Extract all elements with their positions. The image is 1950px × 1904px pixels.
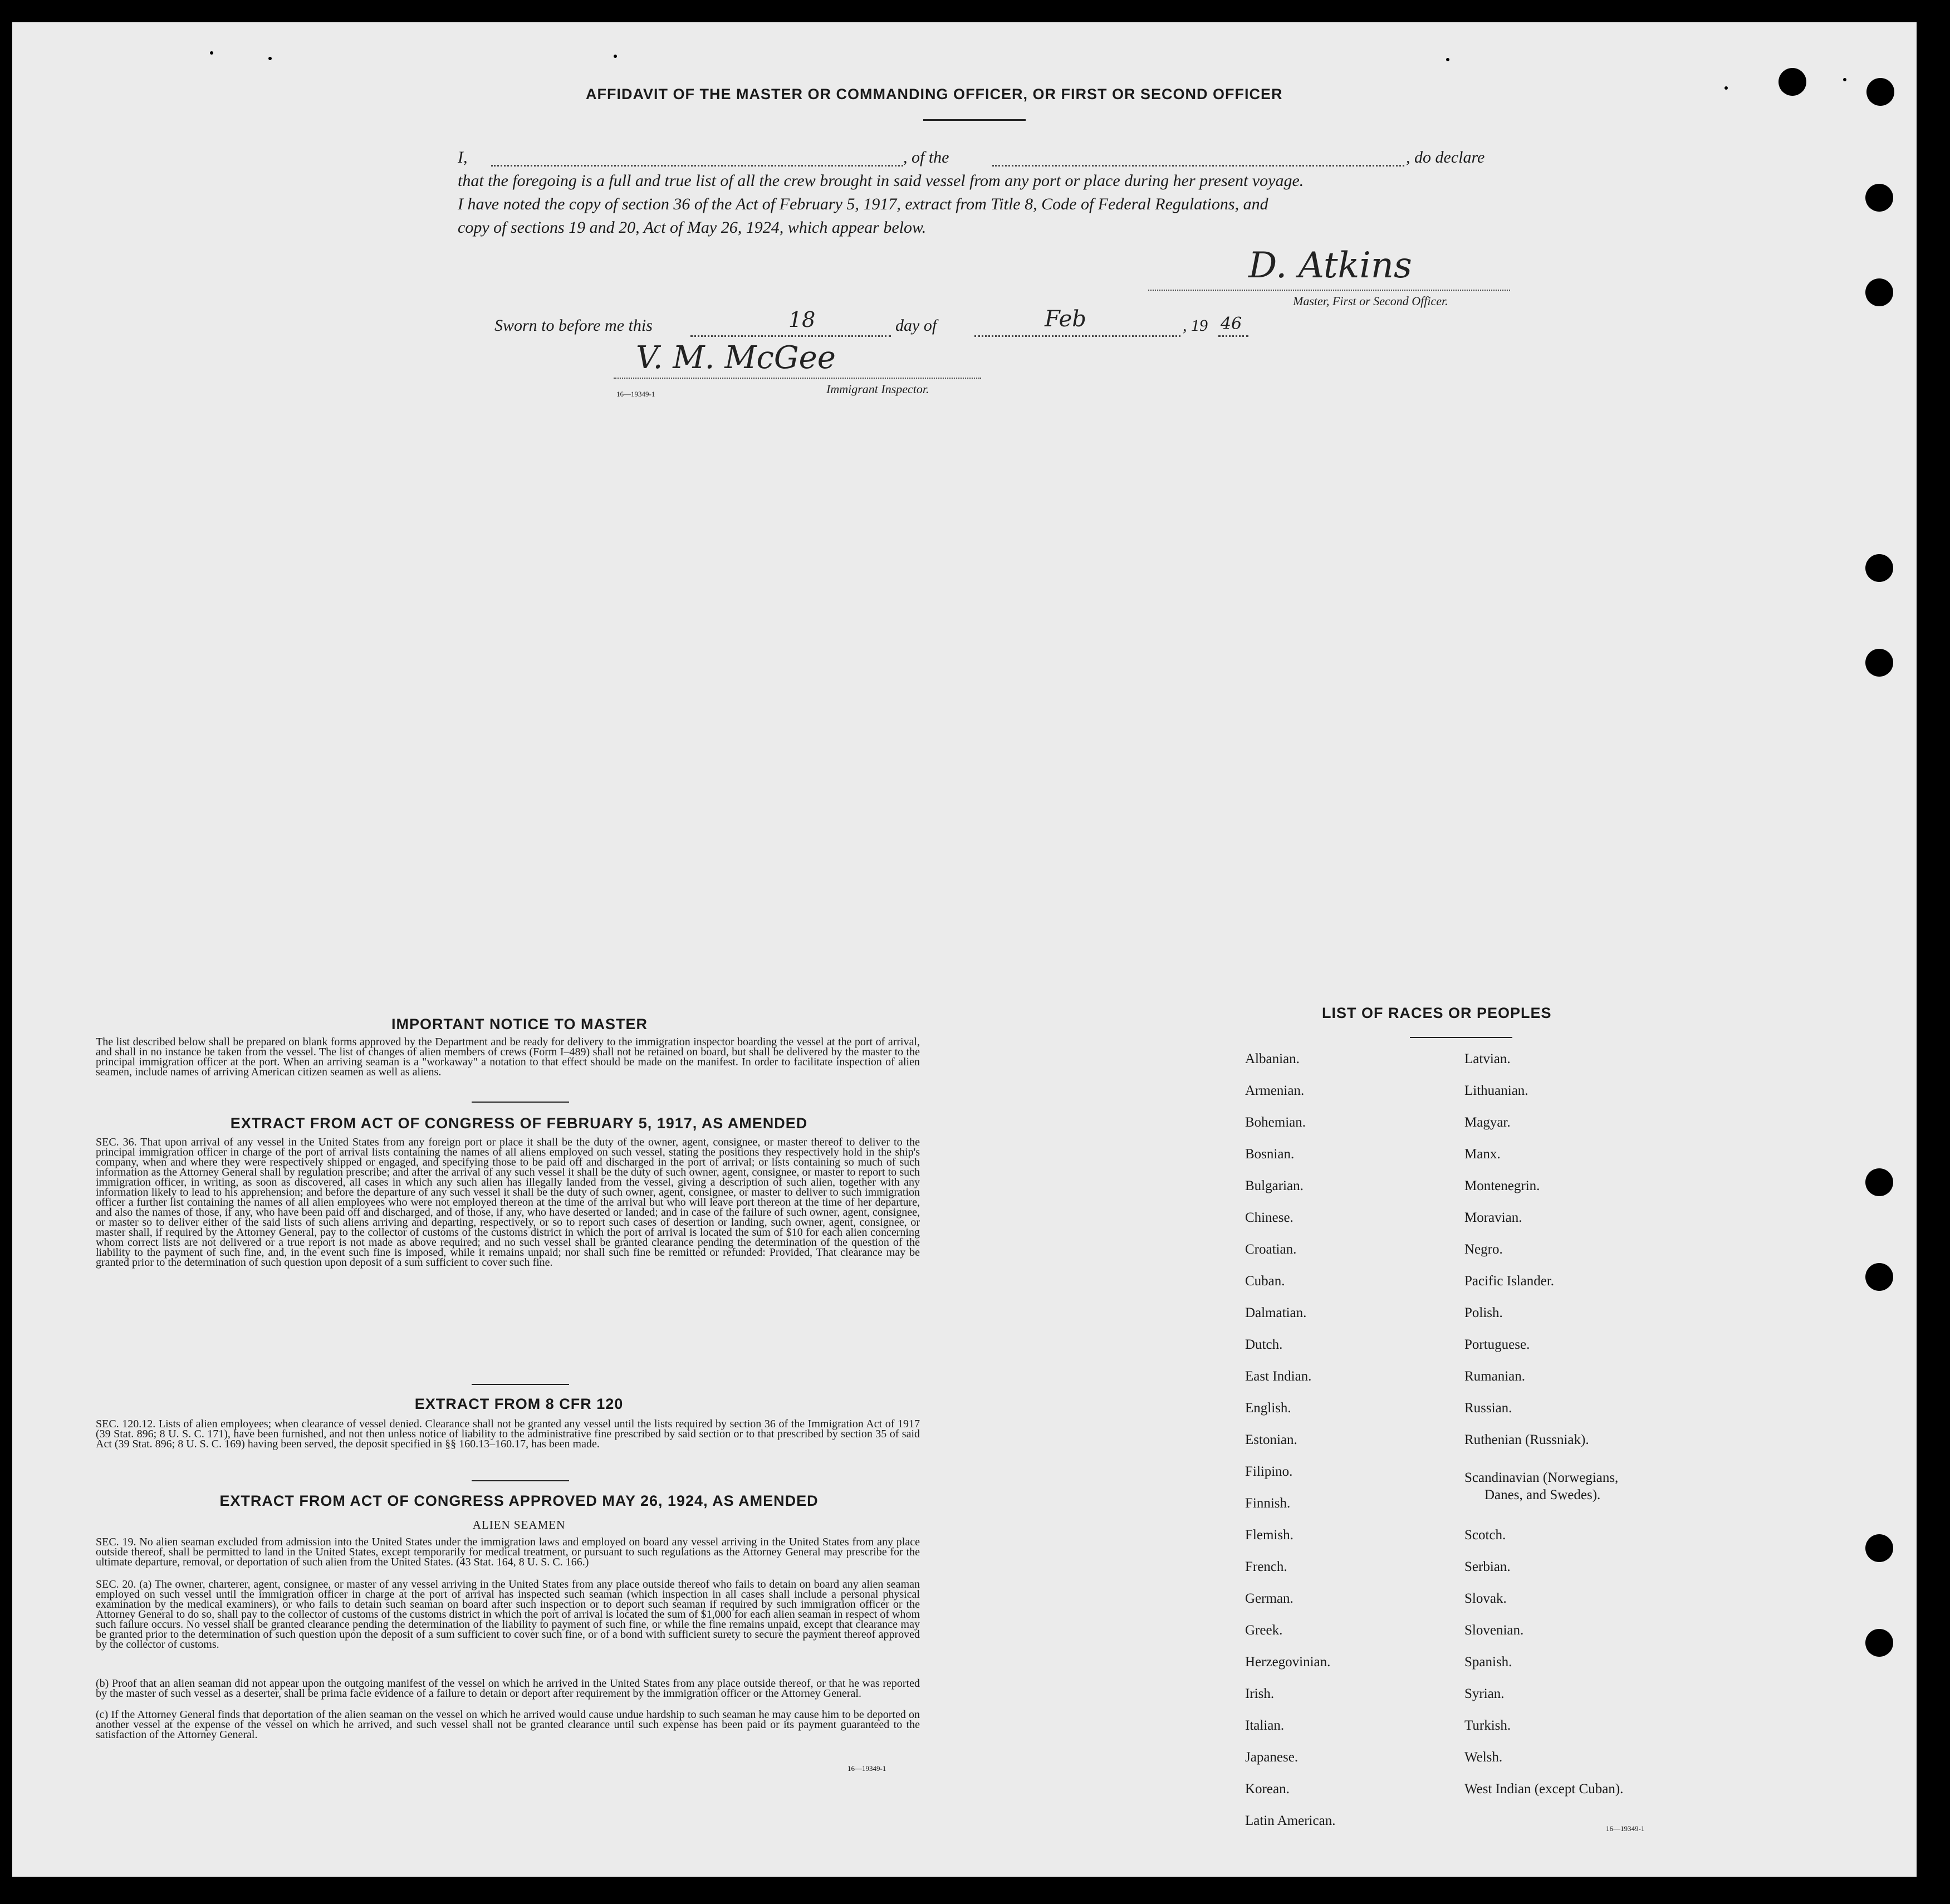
month-blank: [974, 335, 1180, 337]
ink-speck: [1843, 78, 1846, 81]
affidavit-i: I,: [458, 148, 468, 167]
notice-title: IMPORTANT NOTICE TO MASTER: [391, 1016, 648, 1032]
race-item: Bohemian.: [1245, 1115, 1306, 1130]
sworn-month: Feb: [1045, 306, 1086, 332]
year-blank: [1218, 335, 1248, 337]
race-item: English.: [1245, 1401, 1291, 1416]
punch-hole: [1865, 1168, 1893, 1196]
inspector-signature-line: [614, 378, 981, 379]
master-signature: D. Atkins: [1248, 245, 1412, 286]
race-item: Greek.: [1245, 1623, 1283, 1638]
day-of: day of: [895, 316, 937, 335]
extract-cfr-title: EXTRACT FROM 8 CFR 120: [414, 1396, 624, 1412]
race-item: French.: [1245, 1559, 1287, 1574]
race-item: Magyar.: [1464, 1115, 1511, 1130]
race-item: German.: [1245, 1591, 1294, 1606]
extract-1924-sec19: SEC. 19. No alien seaman excluded from admission into the United States under the immigration laws and employed on board any vessel arriving in the United States from any place outside thereof, shall be permitted to land in the United States, except temporarily for medical treatment, or pursuant to such regulations as the Attorney General may prescribe for the ultimate departure, removal, or deportation of such alien from the United States. (43 Stat. 164, 8 U. S. C. 166.): [96, 1536, 920, 1568]
race-item: Lithuanian.: [1464, 1083, 1528, 1098]
extract-form-number: 16—19349-1: [847, 1764, 886, 1773]
punch-hole: [1865, 554, 1893, 582]
race-item: Korean.: [1245, 1781, 1290, 1797]
extract-1917-body: SEC. 36. That upon arrival of any vessel in the United States from any foreign port or place it shall be the duty of the owner, agent, consignee, or master thereof to deliver to the principal immigration officer in charge of the port of arrival lists containing the names of all aliens employed on such vessel, stating the positions they respectively hold in the ship's company, when and where they were respectively shipped or engaged, and specifying those to be paid off and discharged in the port of arrival; or lists containing so much of such information as the Attorney General shall by regulation prescribe; and after the arrival of any such vessel it shall be the duty of such owner, agent, consignee, or master to report to such immigration officer, in writing, as soon as discovered, all cases in which any such alien has illegally landed from the vessel, giving a description of such alien, together with any information likely to lead to his apprehension; and before the departure of any such vessel it shall be the duty of such owner, agent, consignee, or master to deliver to such immigration officer a further list containing the names of all alien employees who were not employed thereon at the time of the arrival but who will leave port thereon at the time of her departure, and also the names of those, if any, who have been paid off and discharged, and of those, if any, who have deserted or landed; and in case of the failure of such owner, agent, consignee, or master so to deliver either of the said lists of such aliens arriving and departing, respectively, or so to report such cases of desertion or landing, such owner, agent, consignee, or master shall, if required by the Attorney General, pay to the collector of customs of the customs district in which the port of arrival is located the sum of $10 for each alien concerning whom correct lists are not delivered or a true report is not made as above required; and no such vessel shall be granted clearance pending the determination of the question of the liability to the payment of such fine, and, in the event such fine is imposed, while it remains unpaid; nor shall such fine be remitted or refunded: Provided, That clearance may be granted prior to the determination of such question upon deposit of a sum sufficient to cover such fine.: [96, 1136, 920, 1269]
race-item: Rumanian.: [1464, 1369, 1526, 1384]
race-item: Serbian.: [1464, 1559, 1511, 1574]
race-item: Scotch.: [1464, 1528, 1506, 1543]
race-item: Filipino.: [1245, 1464, 1293, 1479]
race-item: Slovak.: [1464, 1591, 1507, 1606]
race-item: Herzegovinian.: [1245, 1655, 1331, 1670]
race-item: Russian.: [1464, 1401, 1512, 1416]
punch-hole: [1865, 1263, 1893, 1291]
extract-cfr-rule: [472, 1480, 569, 1481]
year-prefix: , 19: [1183, 316, 1208, 335]
extract-cfr-body: SEC. 120.12. Lists of alien employees; when clearance of vessel denied. Clearance shall not be granted any vessel until the lists required by section 36 of the Immigration Act of 1917 (39 Stat. 896; 8 U. S. C. 171), have been furnished, and not then unless notice of liability to the administrative fine prescribed by said section or to that prescribed by section 35 of said Act (39 Stat. 896; 8 U. S. C. 169) having been served, the deposit specified in §§ 160.13–160.17, has been made.: [96, 1418, 920, 1450]
affidavit-form-number: 16—19349-1: [616, 390, 655, 398]
race-item: Turkish.: [1464, 1718, 1511, 1733]
race-item: Albanian.: [1245, 1051, 1300, 1066]
inspector-caption: Immigrant Inspector.: [826, 382, 929, 396]
extract-1917-title: EXTRACT FROM ACT OF CONGRESS OF FEBRUARY 5, 1917, AS AMENDED: [230, 1115, 808, 1132]
race-item: Syrian.: [1464, 1686, 1505, 1701]
extract-1924-sec20a: SEC. 20. (a) The owner, charterer, agent, consignee, or master of any vessel arriving in the United States from any place outside thereof who fails to detain on board any alien seaman employed on such vessel until the immigration officer in charge at the port of arrival has inspected such seaman (which inspection in all cases shall include a personal physical examination by the medical examiners), or who fails to detain such seaman on board after such inspection or to deport such seaman if required by such immigration officer or the Attorney General to do so, shall pay to the collector of customs of the customs district in which the port of arrival is located the sum of $1,000 for each alien seaman in respect of whom such failure occurs. No vessel shall be granted clearance pending the determination of the liability to payment of such fine, or while the fine remains unpaid, except that clearance may be granted prior to the determination of such question upon the deposit of a sum sufficient to cover such fine, or of a bond with sufficient surety to secure the payment thereof approved by the collector of customs.: [96, 1578, 920, 1651]
race-item: Moravian.: [1464, 1210, 1522, 1225]
race-item: Latin American.: [1245, 1813, 1336, 1828]
punch-hole: [1865, 649, 1893, 677]
race-item: Flemish.: [1245, 1528, 1294, 1543]
race-item: Bulgarian.: [1245, 1178, 1304, 1193]
extract-1924-sec20b: (b) Proof that an alien seaman did not appear upon the outgoing manifest of the vessel on which he arrived in the United States from any place outside thereof, or that he was reported by the master of such vessel as a deserter, shall be prima facie evidence of a failure to detain or deport after requirement by the immigration officer or the Attorney General.: [96, 1677, 920, 1700]
ink-speck: [1446, 58, 1449, 61]
race-item: Welsh.: [1464, 1750, 1503, 1765]
title-rule: [923, 119, 1026, 121]
race-item: Italian.: [1245, 1718, 1285, 1733]
races-rule: [1410, 1037, 1512, 1038]
punch-hole: [1778, 68, 1806, 96]
affidavit-title: AFFIDAVIT OF THE MASTER OR COMMANDING OFFICER, OR FIRST OR SECOND OFFICER: [586, 86, 1283, 102]
race-item: Dalmatian.: [1245, 1305, 1307, 1320]
affidavit-line4: copy of sections 19 and 20, Act of May 26, 1924, which appear below.: [458, 218, 927, 237]
vessel-blank: [992, 165, 1404, 167]
extract-1924-subtitle: ALIEN SEAMEN: [472, 1518, 566, 1531]
sworn-day: 18: [788, 307, 816, 332]
day-blank: [690, 335, 891, 337]
race-item: Portuguese.: [1464, 1337, 1530, 1352]
race-item: Armenian.: [1245, 1083, 1305, 1098]
race-item: Scandinavian (Norwegians,: [1464, 1470, 1619, 1485]
race-item: Montenegrin.: [1464, 1178, 1540, 1193]
punch-hole: [1865, 184, 1893, 212]
ink-speck: [1724, 86, 1728, 90]
race-item: Negro.: [1464, 1242, 1503, 1257]
race-item: Cuban.: [1245, 1274, 1285, 1289]
race-item: Estonian.: [1245, 1432, 1297, 1447]
race-item: West Indian (except Cuban).: [1464, 1781, 1624, 1797]
ink-speck: [210, 51, 213, 55]
name-blank: [491, 165, 903, 167]
notice-rule: [472, 1102, 569, 1103]
race-item: Latvian.: [1464, 1051, 1511, 1066]
race-item: Danes, and Swedes).: [1484, 1487, 1601, 1502]
sworn-prefix: Sworn to before me this: [494, 316, 653, 335]
ink-speck: [268, 57, 272, 60]
race-item: Finnish.: [1245, 1496, 1291, 1511]
punch-hole: [1865, 278, 1893, 306]
affidavit-line1: [458, 148, 1516, 170]
affidavit-line2: that the foregoing is a full and true list of all the crew brought in said vessel from any port or place during her present voyage.: [458, 172, 1304, 190]
sworn-line: [494, 306, 1274, 344]
race-item: Bosnian.: [1245, 1147, 1295, 1162]
affidavit-of-the: , of the: [903, 148, 949, 167]
race-item: Dutch.: [1245, 1337, 1283, 1352]
affidavit-do-declare: , do declare: [1406, 148, 1485, 167]
master-caption: Master, First or Second Officer.: [1293, 294, 1448, 308]
extract-1917-rule: [472, 1384, 569, 1385]
race-item: Ruthenian (Russniak).: [1464, 1432, 1589, 1447]
race-item: Japanese.: [1245, 1750, 1299, 1765]
race-item: East Indian.: [1245, 1369, 1312, 1384]
punch-hole: [1866, 78, 1894, 106]
races-form-number: 16—19349-1: [1606, 1824, 1645, 1833]
race-item: Slovenian.: [1464, 1623, 1524, 1638]
notice-body: The list described below shall be prepared on blank forms approved by the Department and be ready for delivery to the immigration inspector boarding the vessel at the port of arrival, and shall in no instance be taken from the vessel. The list of changes of alien members of crews (Form I–489) shall not be retained on board, but shall be delivered by the master to the principal immigration officer at the port. When an arriving seaman is a "workaway" a notation to that effect should be made on the manifest. In order to facilitate inspection of alien seamen, include names of arriving American citizen seamen as well as aliens.: [96, 1036, 920, 1078]
extract-1924-sec20c: (c) If the Attorney General finds that deportation of the alien seaman on the vessel on which he arrived would cause undue hardship to such seaman he may cause him to be deported on another vessel at the expense of the vessel on which he arrived, and such vessel shall not be granted clearance until such expense has been paid or its payment guaranteed to the satisfaction of the Attorney General.: [96, 1709, 920, 1741]
master-signature-line: [1148, 290, 1510, 291]
race-item: Croatian.: [1245, 1242, 1297, 1257]
inspector-signature: V. M. McGee: [636, 340, 836, 376]
race-item: Chinese.: [1245, 1210, 1294, 1225]
races-title: LIST OF RACES OR PEOPLES: [1322, 1005, 1552, 1021]
race-item: Polish.: [1464, 1305, 1503, 1320]
extract-1924-title: EXTRACT FROM ACT OF CONGRESS APPROVED MAY 26, 1924, AS AMENDED: [219, 1492, 819, 1509]
punch-hole: [1865, 1534, 1893, 1562]
ink-speck: [614, 55, 617, 58]
race-item: Manx.: [1464, 1147, 1501, 1162]
race-item: Irish.: [1245, 1686, 1275, 1701]
document-sheet: [12, 22, 1917, 1877]
race-item: Spanish.: [1464, 1655, 1512, 1670]
affidavit-line3: I have noted the copy of section 36 of the Act of February 5, 1917, extract from Title 8, Code of Federal Regulations, and: [458, 195, 1268, 213]
race-item: Pacific Islander.: [1464, 1274, 1555, 1289]
year-suffix: 46: [1221, 314, 1242, 334]
punch-hole: [1865, 1629, 1893, 1657]
